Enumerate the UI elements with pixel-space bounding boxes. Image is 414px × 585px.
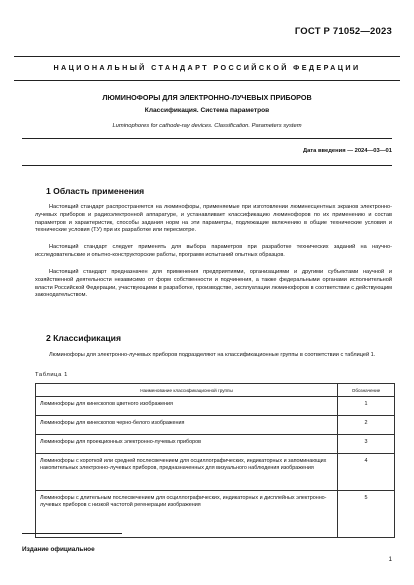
table-cell-name: Люминофоры для проекционных электронно-лучевых приборов <box>36 435 338 454</box>
table-label: Таблица 1 <box>35 372 68 378</box>
table-row <box>36 416 395 435</box>
section-1-paragraph: Настоящий стандарт предназначен для применения предприятиями, организациями и другими субъектами научной и хозяйственной деятельности независимо от форм собственности и подчинения, а также федеральными органами исполнительной власти Российской Федерации, участвующими в разработке, производстве, эксплуатации люминофоров в соответствии с действующим законодательством. <box>35 269 392 299</box>
document-title: ЛЮМИНОФОРЫ ДЛЯ ЭЛЕКТРОННО-ЛУЧЕВЫХ ПРИБОРОВ <box>102 93 312 102</box>
title-rule <box>22 138 392 139</box>
document-subtitle: Классификация. Система параметров <box>144 107 270 114</box>
table-cell-name: Люминофоры с длительным послесвечением для осциллографических, индикаторных и дисплейных электронно-лучевых приборов с низкой частотой регенерации изображения <box>36 491 338 538</box>
section-1-paragraph: Настоящий стандарт распространяется на люминофоры, применяемые при изготовлении люминесцентных экранов электронно-лучевых приборов и радиоэлектронной аппаратуре, и устанавливает классификацию люминофоров по их применению и состав параметров и характеристик, способы задания норм на эти параметры, подлежащие включению в общие технические условия и технические условия (ТУ) при их разработке или пересмотре. <box>35 204 392 234</box>
effective-date: Дата введения — 2024—03—01 <box>302 148 392 154</box>
table-header-code: Обозначение <box>338 384 395 397</box>
section-1-heading: 1 Область применения <box>46 186 145 196</box>
table-row <box>36 491 395 538</box>
table-cell-name: Люминофоры для кинескопов цветного изображения <box>36 397 338 416</box>
top-rule <box>14 56 400 57</box>
section-2-paragraph: Люминофоры для электронно-лучевых приборов подразделяют на классификационные группы в соответствии с таблицей 1. <box>49 352 376 358</box>
table-cell-code: 2 <box>338 416 395 435</box>
table-cell-code: 3 <box>338 435 395 454</box>
table-cell-code: 4 <box>338 454 395 491</box>
table-row <box>36 397 395 416</box>
page-number: 1 <box>388 556 392 563</box>
standard-number: ГОСТ Р 71052—2023 <box>294 26 392 37</box>
table-cell-code: 5 <box>338 491 395 538</box>
footer-rule <box>22 533 122 534</box>
table-header-name: Наименование классификационной группы <box>36 384 338 397</box>
classification-table <box>35 383 395 538</box>
table-header-row <box>36 384 395 397</box>
table-cell-name: Люминофоры для кинескопов черно-белого изображения <box>36 416 338 435</box>
english-title: Luminophores for cathode-ray devices. Classification. Parameters system <box>112 123 302 129</box>
national-standard-banner: НАЦИОНАЛЬНЫЙ СТАНДАРТ РОССИЙСКОЙ ФЕДЕРАЦИИ <box>53 63 361 72</box>
table-row <box>36 454 395 491</box>
date-rule <box>22 165 392 166</box>
banner-rule <box>14 80 400 81</box>
section-2-heading: 2 Классификация <box>46 333 121 343</box>
official-edition: Издание официальное <box>22 546 95 553</box>
table-cell-code: 1 <box>338 397 395 416</box>
section-1-paragraph: Настоящий стандарт следует применять для выбора параметров при разработке технических заданий на научно-исследовательские и опытно-конструкторские работы, программ испытаний опытных образцов. <box>35 244 392 258</box>
table-row <box>36 435 395 454</box>
table-cell-name: Люминофоры с короткой или средней послесвечением для осциллографических, индикаторных и запоминающих накопительных электронно-лучевых приборов, предназначенных для визуального наблюдения изображения <box>36 454 338 491</box>
